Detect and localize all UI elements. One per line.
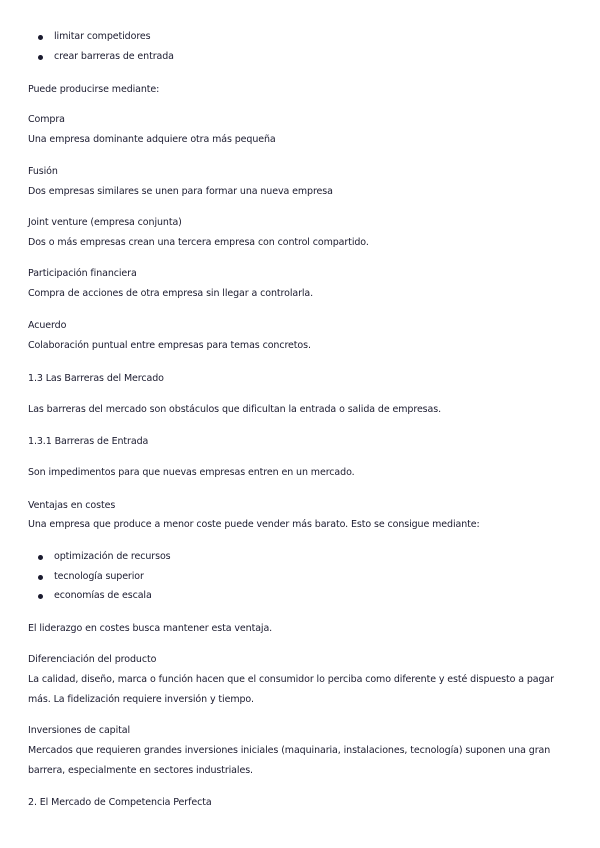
bullet-dot <box>38 575 43 580</box>
heading-1-3: 1.3 Las Barreras del Mercado <box>28 373 164 384</box>
section-text-compra: Una empresa dominante adquiere otra más pequeña <box>28 134 276 145</box>
paragraph-1-3-1: Son impedimentos para que nuevas empresas entren en un mercado. <box>28 467 355 478</box>
ventajas-title: Ventajas en costes <box>28 500 116 511</box>
section-text-joint-venture: Dos o más empresas crean una tercera empresa con control compartido. <box>28 237 369 248</box>
inversiones-text-line-2: barrera, especialmente en sectores industriales. <box>28 765 253 776</box>
diferenciacion-title: Diferenciación del producto <box>28 654 157 665</box>
section-text-participacion: Compra de acciones de otra empresa sin llegar a controlarla. <box>28 288 314 299</box>
section-title-joint-venture: Joint venture (empresa conjunta) <box>28 217 182 228</box>
section-text-fusion: Dos empresas similares se unen para formar una nueva empresa <box>28 186 333 197</box>
inversiones-title: Inversiones de capital <box>28 725 131 736</box>
list-item: crear barreras de entrada <box>54 51 174 62</box>
bullet-dot <box>38 35 43 40</box>
list-item: tecnología superior <box>54 571 144 582</box>
list-item: limitar competidores <box>54 31 151 42</box>
section-title-compra: Compra <box>28 114 65 125</box>
heading-1-3-1: 1.3.1 Barreras de Entrada <box>28 436 149 447</box>
section-text-acuerdo: Colaboración puntual entre empresas para temas concretos. <box>28 340 311 351</box>
diferenciacion-text-line-2: más. La fidelización requiere inversión y tiempo. <box>28 694 254 705</box>
inversiones-text-line-1: Mercados que requieren grandes inversiones iniciales (maquinaria, instalaciones, tecnología) suponen una gran <box>28 745 551 756</box>
bullet-dot <box>38 555 43 560</box>
paragraph-1-3: Las barreras del mercado son obstáculos que dificultan la entrada o salida de empresas. <box>28 404 442 415</box>
ventajas-text: Una empresa que produce a menor coste puede vender más barato. Esto se consigue mediante: <box>28 519 480 530</box>
intro-text: Puede producirse mediante: <box>28 84 160 95</box>
section-title-fusion: Fusión <box>28 166 58 177</box>
section-title-participacion: Participación financiera <box>28 268 137 279</box>
liderazgo-text: El liderazgo en costes busca mantener esta ventaja. <box>28 623 273 634</box>
diferenciacion-text-line-1: La calidad, diseño, marca o función hacen que el consumidor lo perciba como diferente y esté dispuesto a pagar <box>28 674 554 685</box>
list-item: economías de escala <box>54 590 152 601</box>
bullet-dot <box>38 55 43 60</box>
bullet-dot <box>38 594 43 599</box>
section-title-acuerdo: Acuerdo <box>28 320 67 331</box>
heading-2: 2. El Mercado de Competencia Perfecta <box>28 797 212 808</box>
list-item: optimización de recursos <box>54 551 171 562</box>
